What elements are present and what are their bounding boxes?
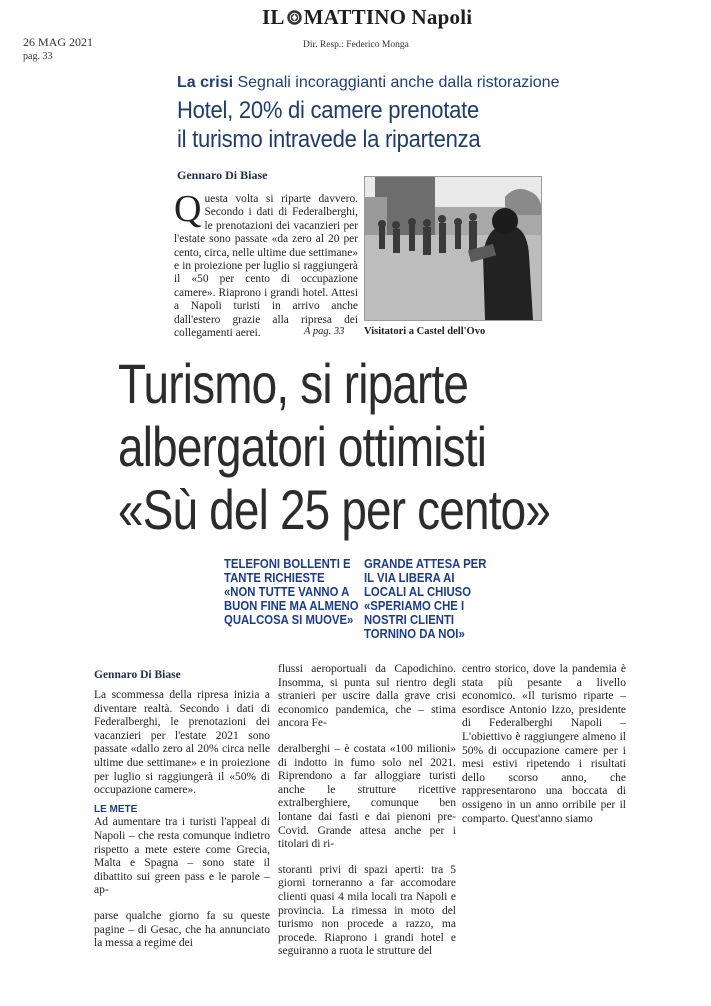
col3-paragraph-1: centro storico, dove la pandemia è stata più pesante a livello economico. «Il turismo riparte – esordisce Antonio Izzo, presidente di Federalberghi Napoli – L'obiettivo è raggiungere almeno il 50% di occupazione camere per i mesi estivi ripetendo i risultati dello scorso anno, che rappresentarono una boccata di ossigeno in un anno orribile per il comparto. Quest'anno siamo: [462, 663, 626, 825]
main-headline-line-1: Turismo, si riparte: [118, 352, 469, 415]
body-column-2: [278, 663, 456, 959]
main-headline-line-3: «Sù del 25 per cento»: [118, 478, 551, 541]
section-heading-le-mete: LE METE: [94, 803, 138, 815]
masthead-seal-icon: [286, 9, 303, 26]
subhead-right: GRANDE ATTESA PER IL VIA LIBERA AI LOCALI AL CHIUSO «SPERIAMO CHE I NOSTRI CLIENTI TORNINO DA NOI»: [364, 557, 487, 641]
top-kicker: [177, 74, 559, 92]
masthead-left: IL: [262, 5, 285, 29]
col1-paragraph-2: Ad aumentare tra i turisti l'appeal di Napoli – che resta comunque indietro rispetto a mete estere come Grecia, Malta e Spagna – sono state il dibattito sui green pass e le parole – ap-: [94, 816, 270, 897]
col1-paragraph-1: La scommessa della ripresa inizia a diventare realtà. Secondo i dati di Federalberghi, le prenotazioni dei vacanzieri per l'estate 2021 sono passate «dallo zero al 20% circa nelle ultime due settimane» e in proiezione per luglio si raggiungerà il «50% di occupazione camere».: [94, 689, 270, 797]
body-column-1: [94, 689, 270, 951]
masthead-right: MATTINO Napoli: [303, 5, 473, 29]
page-number: pag. 33: [23, 51, 53, 62]
lead-dropcap: Q: [174, 188, 202, 230]
issue-date: 26 MAG 2021: [23, 35, 94, 49]
body-column-3: [462, 663, 626, 826]
main-byline: Gennaro Di Biase: [94, 669, 181, 681]
masthead: [262, 5, 472, 30]
col1-paragraph-3: parse qualche giorno fa su queste pagine – di Gesac, che ha annunciato la messa a regime dei: [94, 909, 270, 950]
director-credit: Dir. Resp.: Federico Monga: [303, 40, 409, 50]
col2-paragraph-2: deralberghi – è costata «100 milioni» di indotto in fumo solo nel 2021. Riprendono a far alloggiare turisti anche le strutture ricettive extralberghiere, comunque ben lontane dai fasti e dai pienoni pre-Covid. Grande attesa anche per i titolari di ri-: [278, 742, 456, 851]
photo-castel-dell-ovo-icon: [364, 176, 542, 321]
kicker-text: Segnali incoraggianti anche dalla ristorazione: [237, 74, 560, 91]
page-reference: A pag. 33: [304, 326, 345, 337]
subhead-left: TELEFONI BOLLENTI E TANTE RICHIESTE «NON TUTTE VANNO A BUON FINE MA ALMENO QUALCOSA SI MUOVE»: [224, 557, 359, 627]
top-byline: Gennaro Di Biase: [177, 168, 268, 182]
photo-caption: Visitatori a Castel dell'Ovo: [364, 326, 486, 337]
top-lead: [174, 188, 358, 340]
lead-body: uesta volta si riparte davvero. Secondo i dati di Federalberghi, le prenotazioni dei vacanzieri per l'estate sono passate «da zero al 20 per cento, circa, nelle ultime due settimane» e in proiezione per luglio si raggiungerà il «50 per cento di occupazione camere». Riaprono i grandi hotel. Attesi a Napoli turisti in arrivo anche dall'estero grazie alla ripresa dei collegamenti aerei.: [174, 193, 358, 340]
top-headline-line-1: Hotel, 20% di camere prenotate: [177, 97, 480, 124]
main-headline: [118, 352, 550, 541]
col2-paragraph-1: flussi aeroportuali da Capodichino. Insomma, si punta sul rientro degli stranieri per uscire dalla grave crisi economico pandemica, che – stima ancora Fe-: [278, 663, 456, 730]
col2-paragraph-3: storanti privi di spazi aperti: tra 5 giorni torneranno a far accomodare clienti quasi 4 mila locali tra Napoli e provincia. La rimessa in moto del turismo non procede a razzo, ma procede. Riaprono i grandi hotel e seguiranno a ruota le strutture del: [278, 863, 456, 958]
top-headline: [177, 96, 480, 154]
kicker-label: La crisi: [177, 74, 234, 91]
main-headline-line-2: albergatori ottimisti: [118, 415, 487, 478]
top-headline-line-2: il turismo intravede la ripartenza: [177, 126, 481, 153]
